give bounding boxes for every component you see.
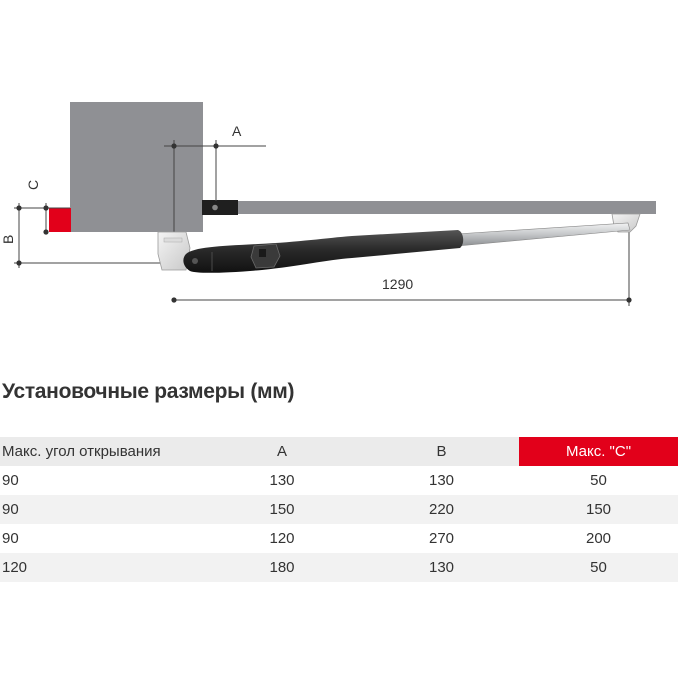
c-offset-zone — [49, 208, 71, 232]
header-a: A — [200, 437, 364, 466]
table-row — [0, 553, 678, 582]
cell-c: 50 — [590, 472, 607, 489]
header-max-c: Макс. "C" — [519, 437, 678, 466]
cell-b: 220 — [364, 495, 519, 524]
dimension-label-c: C — [25, 179, 41, 190]
cell-angle: 90 — [2, 472, 19, 489]
dimension-label-b: B — [0, 234, 16, 244]
gate-leaf — [238, 201, 656, 214]
cell-c: 50 — [519, 553, 678, 582]
section-title: Установочные размеры (мм) — [2, 380, 295, 403]
gate-hinge-icon — [202, 200, 238, 215]
piston-rod — [456, 223, 630, 246]
cell-a: 120 — [269, 530, 295, 547]
header-max-angle: Макс. угол открывания — [0, 437, 200, 466]
cell-a: 180 — [200, 553, 364, 582]
table-row — [0, 524, 678, 553]
cell-c: 200 — [585, 530, 612, 547]
table-row — [0, 495, 678, 524]
cell-angle: 90 — [0, 495, 200, 524]
installation-diagram — [0, 0, 678, 330]
table-row — [0, 466, 678, 495]
table-header-row — [0, 437, 678, 466]
cell-angle: 90 — [2, 530, 19, 547]
cell-c: 150 — [519, 495, 678, 524]
dimension-label-length: 1290 — [382, 276, 414, 292]
cell-a: 150 — [200, 495, 364, 524]
gate-pillar — [70, 102, 203, 232]
cell-b: 130 — [428, 472, 455, 489]
cell-b: 270 — [428, 530, 455, 547]
swing-gate-operator-icon — [183, 230, 463, 273]
header-b: B — [364, 437, 519, 466]
cell-a: 130 — [269, 472, 295, 489]
installation-dimensions-table — [0, 437, 678, 582]
dimension-label-a: A — [232, 123, 242, 139]
cell-angle: 120 — [0, 553, 200, 582]
cell-b: 130 — [364, 553, 519, 582]
